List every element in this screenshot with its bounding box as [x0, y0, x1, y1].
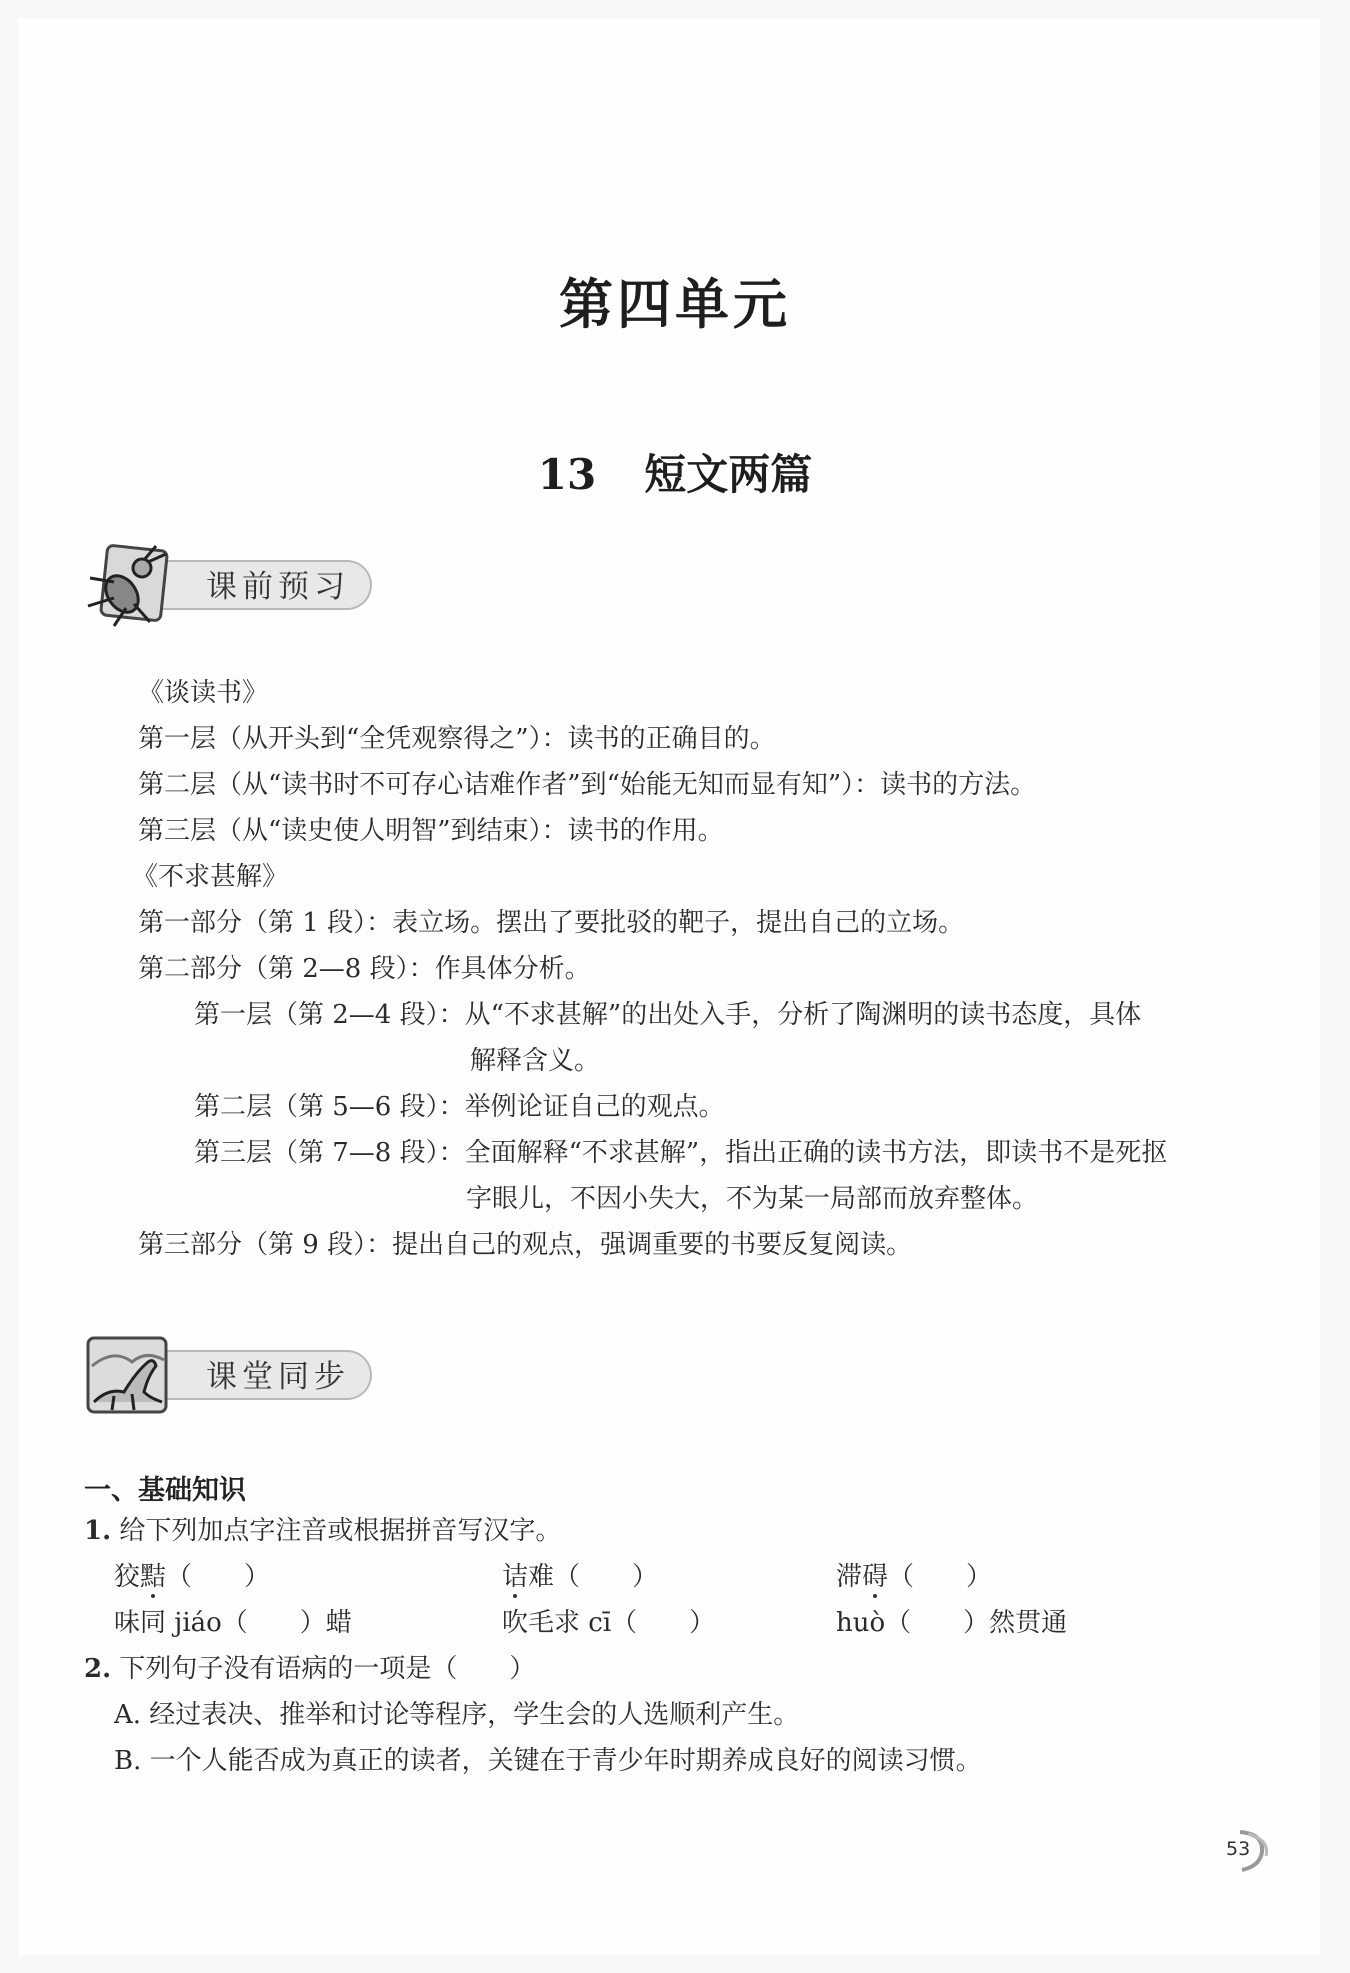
preview-line-13: 第三部分（第 9 段）：提出自己的观点，强调重要的书要反复阅读。 — [138, 1230, 913, 1260]
q2-option-b[interactable]: B. 一个人能否成为真正的读者，关键在于青少年时期养成良好的阅读习惯。 — [114, 1746, 982, 1776]
question-2-text: 下列句子没有语病的一项是（ ） — [119, 1654, 536, 1684]
q1-item-1-dot: 黠 — [140, 1562, 167, 1592]
question-2-number: 2. — [84, 1654, 112, 1684]
question-1-text: 给下列加点字注音或根据拼音写汉字。 — [119, 1516, 562, 1546]
page-number: 53 — [1226, 1838, 1251, 1860]
q1-item-3-blank[interactable]: （ ） — [888, 1562, 993, 1592]
unit-title: 第四单元 — [559, 273, 791, 336]
q1-item-2-blank[interactable]: 难（ ） — [528, 1562, 659, 1592]
preview-line-1: 《谈读书》 — [138, 678, 269, 708]
preview-line-3: 第二层（从“读书时不可存心诘难作者”到“始能无知而显有知”）：读书的方法。 — [138, 770, 1037, 800]
q1-item-3 — [836, 1554, 992, 1600]
preview-line-11: 第三层（第 7—8 段）：全面解释“不求甚解”，指出正确的读书方法，即读书不是死抠 — [194, 1138, 1168, 1168]
preview-line-4: 第三层（从“读史使人明智”到结束）：读书的作用。 — [138, 816, 724, 846]
section-heading: 一、基础知识 — [84, 1475, 246, 1506]
q1-item-3-dot: 碍 — [862, 1562, 889, 1592]
preview-line-2: 第一层（从开头到“全凭观察得之”）：读书的正确目的。 — [138, 724, 776, 754]
q1-item-3-pre: 滞 — [836, 1562, 863, 1592]
insect-emblem-icon — [84, 542, 170, 628]
q1-item-4[interactable]: 味同 jiáo（ ）蜡 — [114, 1608, 352, 1638]
dinosaur-emblem-icon — [84, 1332, 170, 1418]
lesson-name: 短文两篇 — [644, 450, 813, 499]
q1-item-2-dot: 诘 — [502, 1562, 529, 1592]
lesson-number: 13 — [537, 450, 597, 499]
q1-item-2 — [502, 1554, 658, 1600]
classroom-banner — [84, 1332, 384, 1422]
q1-item-1-blank[interactable]: （ ） — [166, 1562, 271, 1592]
q2-option-a[interactable]: A. 经过表决、推举和讨论等程序，学生会的人选顺利产生。 — [114, 1700, 800, 1730]
preview-line-8: 第一层（第 2—4 段）：从“不求甚解”的出处入手，分析了陶渊明的读书态度，具体 — [194, 1000, 1142, 1030]
classroom-banner-label: 课堂同步 — [142, 1350, 372, 1400]
question-2 — [84, 1646, 535, 1692]
q1-item-6[interactable]: huò（ ）然贯通 — [836, 1608, 1068, 1638]
question-1-number: 1. — [84, 1516, 112, 1546]
preview-line-5: 《不求甚解》 — [132, 862, 289, 892]
preview-banner-label: 课前预习 — [142, 560, 372, 610]
page-number-badge — [1212, 1828, 1272, 1872]
question-1 — [84, 1508, 561, 1554]
preview-line-9: 解释含义。 — [470, 1046, 601, 1076]
preview-banner — [84, 542, 384, 632]
q1-item-1-pre: 狡 — [114, 1562, 141, 1592]
preview-line-12: 字眼儿，不因小失大，不为某一局部而放弃整体。 — [466, 1184, 1039, 1214]
preview-line-10: 第二层（第 5—6 段）：举例论证自己的观点。 — [194, 1092, 725, 1122]
lesson-title — [0, 442, 1350, 502]
q1-item-5[interactable]: 吹毛求 cī（ ） — [502, 1608, 716, 1638]
preview-line-7: 第二部分（第 2—8 段）：作具体分析。 — [138, 954, 591, 984]
q1-item-1 — [114, 1554, 270, 1600]
preview-line-6: 第一部分（第 1 段）：表立场。摆出了要批驳的靶子，提出自己的立场。 — [138, 908, 965, 938]
